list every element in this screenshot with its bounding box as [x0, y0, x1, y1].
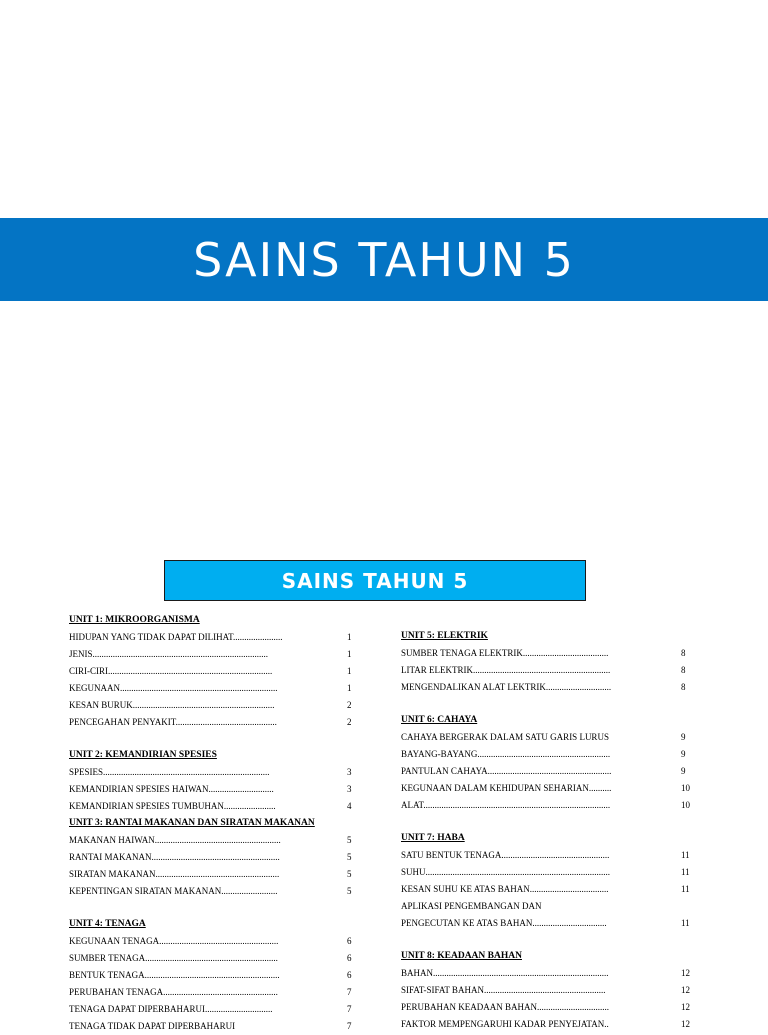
toc-entry[interactable] [69, 984, 369, 1001]
toc-entry[interactable] [69, 1018, 369, 1035]
toc-page-number: 8 [681, 665, 686, 675]
toc-entry-text: APLIKASI PENGEMBANGAN DAN [401, 901, 542, 911]
unit-heading: UNIT 8: KEADAAN BAHAN [401, 951, 522, 961]
toc-entry[interactable] [69, 1001, 369, 1018]
toc-entry[interactable] [401, 1016, 701, 1033]
toc-entry[interactable] [69, 798, 369, 815]
toc-page-number: 11 [681, 884, 690, 894]
toc-page-number: 9 [681, 732, 686, 742]
toc-page-number: 1 [347, 666, 352, 676]
toc-entry[interactable] [69, 849, 369, 866]
toc-page-number: 5 [347, 886, 352, 896]
toc-entry[interactable] [69, 883, 369, 900]
toc-entry-text: CAHAYA BERGERAK DALAM SATU GARIS LURUS [401, 732, 609, 742]
toc-entry[interactable] [401, 763, 701, 780]
toc-page-number: 4 [347, 801, 352, 811]
toc-entry-text: SIFAT-SIFAT BAHAN...................................................... [401, 985, 606, 995]
toc-page-number: 9 [681, 749, 686, 759]
toc-page-number: 11 [681, 918, 690, 928]
toc-right-column [401, 628, 701, 1033]
unit-heading: UNIT 3: RANTAI MAKANAN DAN SIRATAN MAKANAN [69, 818, 315, 828]
toc-entry[interactable] [69, 697, 369, 714]
toc-entry[interactable] [401, 915, 701, 932]
toc-page-number: 11 [681, 850, 690, 860]
toc-page-number: 12 [681, 985, 690, 995]
toc-entry[interactable] [401, 881, 701, 898]
toc-entry-text: PENCEGAHAN PENYAKIT............................................. [69, 717, 277, 727]
toc-entry[interactable] [69, 967, 369, 984]
toc-entry[interactable] [401, 982, 701, 999]
toc-entry-text: BAHAN.............................................................................. [401, 968, 609, 978]
toc-entry-text: SPESIES.......................................................................... [69, 767, 270, 777]
toc-entry[interactable] [401, 662, 701, 679]
toc-entry[interactable] [69, 781, 369, 798]
unit-heading: UNIT 4: TENAGA [69, 919, 146, 929]
toc-entry-text: PANTULAN CAHAYA....................................................... [401, 766, 612, 776]
toc-entry-text: JENIS.............................................................................. [69, 649, 269, 659]
toc-entry-text: KESAN BURUK............................................................... [69, 700, 275, 710]
unit-heading: UNIT 5: ELEKTRIK [401, 631, 488, 641]
toc-page-number: 11 [681, 867, 690, 877]
toc-page-number: 7 [347, 1004, 352, 1014]
toc-entry-text: PERUBAHAN KEADAAN BAHAN................................ [401, 1002, 610, 1012]
toc-entry-text: HIDUPAN YANG TIDAK DAPAT DILIHAT...................... [69, 632, 283, 642]
toc-entry-text: SUMBER TENAGA........................................................... [69, 953, 278, 963]
contents-title: SAINS TAHUN 5 [281, 568, 469, 593]
toc-entry[interactable] [401, 645, 701, 662]
toc-entry-text: KEGUNAAN...................................................................... [69, 683, 278, 693]
unit-heading: UNIT 7: HABA [401, 833, 465, 843]
toc-page-number: 8 [681, 648, 686, 658]
toc-entry-text: KEMANDIRIAN SPESIES TUMBUHAN....................... [69, 801, 276, 811]
toc-page-number: 12 [681, 1019, 690, 1029]
toc-entry[interactable] [401, 729, 701, 746]
toc-entry-text: KEGUNAAN TENAGA..................................................... [69, 936, 279, 946]
toc-entry[interactable] [401, 965, 701, 982]
toc-page-number: 1 [347, 649, 352, 659]
toc-entry[interactable] [69, 866, 369, 883]
toc-page-number: 5 [347, 869, 352, 879]
unit-heading: UNIT 1: MIKROORGANISMA [69, 615, 200, 625]
toc-entry[interactable] [401, 780, 701, 797]
toc-entry[interactable] [401, 864, 701, 881]
title-banner [0, 218, 768, 301]
toc-page-number: 3 [347, 784, 352, 794]
toc-entry-text: SUHU.................................................................................. [401, 867, 611, 877]
toc-page-number: 6 [347, 970, 352, 980]
toc-entry-text: BENTUK TENAGA............................................................ [69, 970, 280, 980]
toc-page-number: 3 [347, 767, 352, 777]
toc-entry-text: RANTAI MAKANAN......................................................... [69, 852, 280, 862]
unit-heading: UNIT 2: KEMANDIRIAN SPESIES [69, 750, 217, 760]
toc-entry[interactable] [401, 898, 701, 915]
toc-entry[interactable] [69, 680, 369, 697]
toc-entry-text: SUMBER TENAGA ELEKTRIK...................................... [401, 648, 609, 658]
toc-entry-text: ALAT................................................................................... [401, 800, 611, 810]
toc-entry[interactable] [69, 764, 369, 781]
toc-entry[interactable] [69, 832, 369, 849]
toc-entry[interactable] [401, 679, 701, 696]
toc-entry-text: LITAR ELEKTRIK............................................................. [401, 665, 611, 675]
toc-page-number: 12 [681, 968, 690, 978]
toc-entry-text: KEMANDIRIAN SPESIES HAIWAN............................. [69, 784, 274, 794]
toc-entry[interactable] [401, 797, 701, 814]
toc-entry-text: SIRATAN MAKANAN....................................................... [69, 869, 280, 879]
toc-entry-text: CIRI-CIRI......................................................................... [69, 666, 273, 676]
toc-entry[interactable] [69, 950, 369, 967]
banner-title: SAINS TAHUN 5 [193, 232, 575, 287]
toc-entry-text: KEPENTINGAN SIRATAN MAKANAN......................... [69, 886, 278, 896]
toc-entry[interactable] [69, 933, 369, 950]
toc-page-number: 5 [347, 852, 352, 862]
toc-entry-text: TENAGA DAPAT DIPERBAHARUI.............................. [69, 1004, 273, 1014]
toc-page-number: 1 [347, 683, 352, 693]
toc-entry-text: PENGECUTAN KE ATAS BAHAN................................. [401, 918, 607, 928]
toc-page-number: 8 [681, 682, 686, 692]
toc-entry-text: MAKANAN HAIWAN........................................................ [69, 835, 281, 845]
toc-entry[interactable] [401, 999, 701, 1016]
toc-entry-text: KESAN SUHU KE ATAS BAHAN................................... [401, 884, 609, 894]
unit-heading: UNIT 6: CAHAYA [401, 715, 478, 725]
toc-entry[interactable] [401, 847, 701, 864]
toc-page-number: 5 [347, 835, 352, 845]
toc-entry[interactable] [401, 746, 701, 763]
toc-entry[interactable] [69, 714, 369, 731]
toc-entry-text: FAKTOR MEMPENGARUHI KADAR PENYEJATAN.. [401, 1019, 609, 1029]
toc-page-number: 2 [347, 717, 352, 727]
toc-page-number: 6 [347, 953, 352, 963]
toc-page-number: 1 [347, 632, 352, 642]
toc-page-number: 10 [681, 800, 690, 810]
toc-entry-text: KEGUNAAN DALAM KEHIDUPAN SEHARIAN.......... [401, 783, 612, 793]
toc-page-number: 7 [347, 1021, 352, 1031]
toc-entry-text: TENAGA TIDAK DAPAT DIPERBAHARUI [69, 1021, 236, 1031]
toc-entry-text: PERUBAHAN TENAGA................................................... [69, 987, 278, 997]
toc-entry[interactable] [69, 663, 369, 680]
toc-entry-text: SATU BENTUK TENAGA................................................ [401, 850, 610, 860]
toc-entry-text: MENGENDALIKAN ALAT LEKTRIK............................. [401, 682, 612, 692]
contents-title-box [164, 560, 586, 601]
toc-entry[interactable] [69, 629, 369, 646]
toc-page-number: 2 [347, 700, 352, 710]
toc-page-number: 10 [681, 783, 690, 793]
toc-entry[interactable] [69, 646, 369, 663]
toc-page-number: 12 [681, 1002, 690, 1012]
toc-page-number: 6 [347, 936, 352, 946]
toc-page-number: 9 [681, 766, 686, 776]
toc-entry-text: BAYANG-BAYANG........................................................... [401, 749, 611, 759]
toc-page-number: 7 [347, 987, 352, 997]
toc-left-column [69, 612, 369, 1035]
